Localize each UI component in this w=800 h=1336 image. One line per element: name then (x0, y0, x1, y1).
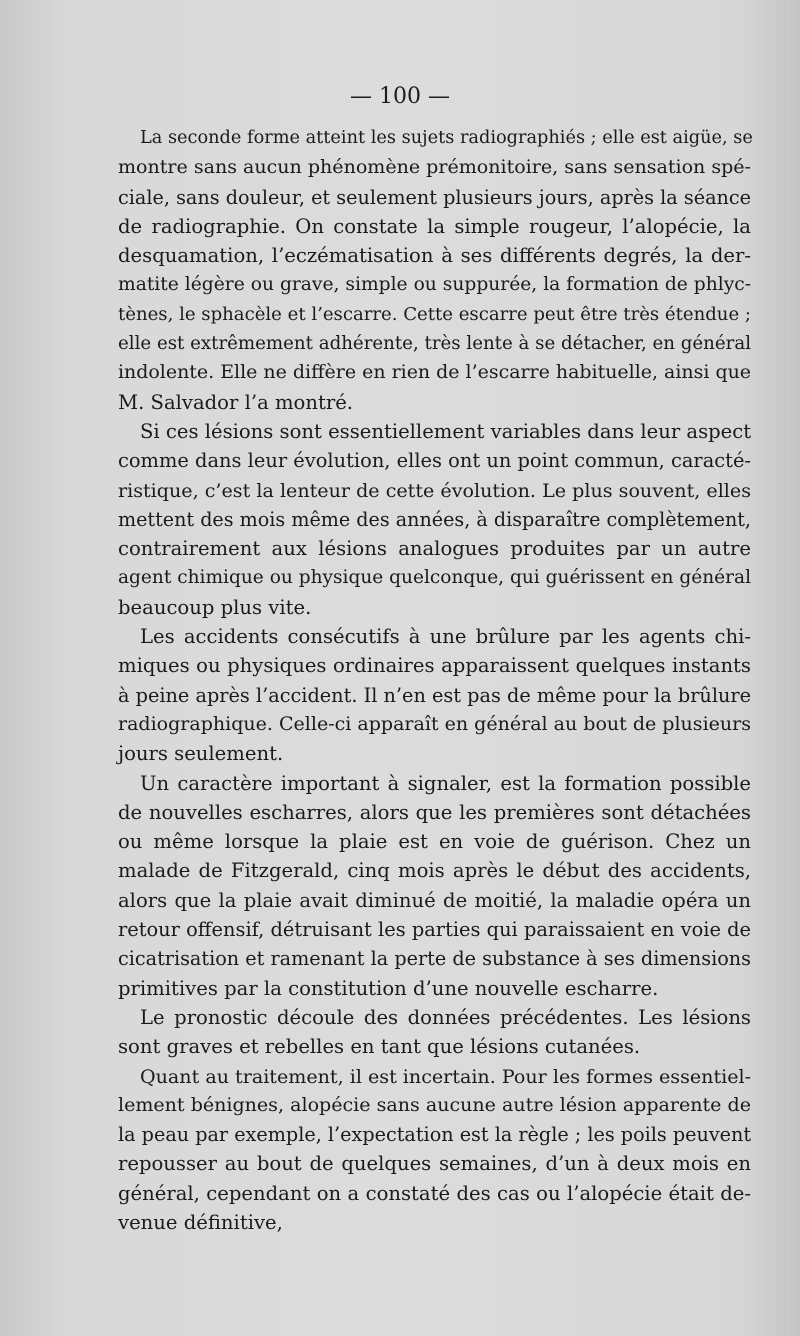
text-line: radiographique. Celle-ci apparaît en général au bout de plusieurs (118, 712, 751, 735)
text-line: à peine après l’accident. Il n’en est pas de même pour la brûlure (118, 683, 751, 707)
text-line: montre sans aucun phénomène prémonitoire, sans sensation spé- (118, 156, 751, 179)
text-line: Les accidents consécutifs à une brûlure par les agents chi- (140, 625, 751, 649)
text-line: retour offensif, détruisant les parties qui paraissaient en voie de (118, 918, 751, 942)
body-text (118, 124, 751, 1237)
page-number: — 100 — (350, 84, 450, 109)
text-line: primitives par la constitution d’une nouvelle escharre. (118, 976, 659, 1000)
text-line: comme dans leur évolution, elles ont un point commun, caracté- (118, 449, 751, 473)
text-line: matite légère ou grave, simple ou suppurée, la formation de phlyc- (118, 274, 751, 296)
text-line: repousser au bout de quelques semaines, d’un à deux mois en (118, 1152, 751, 1176)
text-line: alors que la plaie avait diminué de moitié, la maladie opéra un (118, 888, 751, 912)
text-line: Quant au traitement, il est incertain. Pour les formes essentiel- (140, 1064, 752, 1088)
text-line: de radiographie. On constate la simple rougeur, l’alopécie, la (118, 214, 751, 238)
text-line: Le pronostic découle des données précédentes. Les lésions (140, 1005, 751, 1029)
text-line: la peau par exemple, l’expectation est la règle ; les poils peuvent (118, 1123, 752, 1147)
text-line: cicatrisation et ramenant la perte de substance à ses dimensions (118, 947, 751, 971)
text-line: agent chimique ou physique quelconque, qui guérissent en général (118, 567, 751, 589)
text-line: malade de Fitzgerald, cinq mois après le début des accidents, (118, 859, 751, 883)
text-line: desquamation, l’eczématisation à ses différents degrés, la der- (118, 244, 751, 268)
text-line: sont graves et rebelles en tant que lésions cutanées. (118, 1035, 641, 1059)
paragraph-3 (118, 622, 751, 768)
text-line: miques ou physiques ordinaires apparaissent quelques instants (118, 654, 751, 678)
text-line: lement bénignes, alopécie sans aucune autre lésion apparente de (118, 1093, 751, 1116)
text-line: Si ces lésions sont essentiellement variables dans leur aspect (140, 419, 752, 443)
text-line: jours seulement. (118, 742, 284, 766)
text-line: elle est extrêmement adhérente, très lente à se détacher, en général (118, 333, 752, 355)
text-line: contrairement aux lésions analogues produites par un autre (118, 537, 751, 561)
text-line: indolente. Elle ne diffère en rien de l’escarre habituelle, ainsi que (118, 361, 751, 384)
text-line: ciale, sans douleur, et seulement plusieurs jours, après la séance (118, 185, 751, 209)
text-line: ristique, c’est la lenteur de cette évolution. Le plus souvent, elles (118, 478, 751, 502)
text-line: Un caractère important à signaler, est la formation possible (140, 771, 751, 795)
paragraph-4 (118, 769, 751, 1003)
paragraph-6 (118, 1062, 751, 1238)
text-line: beaucoup plus vite. (118, 595, 312, 619)
text-line: de nouvelles escharres, alors que les premières sont détachées (118, 800, 751, 824)
text-line: M. Salvador l’a montré. (118, 390, 354, 414)
paragraph-1 (118, 124, 751, 417)
text-line: général, cependant on a constaté des cas ou l’alopécie était de- (118, 1181, 751, 1205)
text-line: mettent des mois même des années, à disparaître complètement, (118, 507, 751, 531)
paragraph-5 (118, 1003, 751, 1062)
text-line: ou même lorsque la plaie est en voie de guérison. Chez un (118, 830, 751, 854)
text-line: La seconde forme atteint les sujets radiographiés ; elle est aigüe, se (140, 128, 753, 148)
text-line: tènes, le sphacèle et l’escarre. Cette escarre peut être très étendue ; (118, 303, 751, 325)
paragraph-2 (118, 417, 751, 622)
text-line: venue définitive, (118, 1210, 283, 1234)
